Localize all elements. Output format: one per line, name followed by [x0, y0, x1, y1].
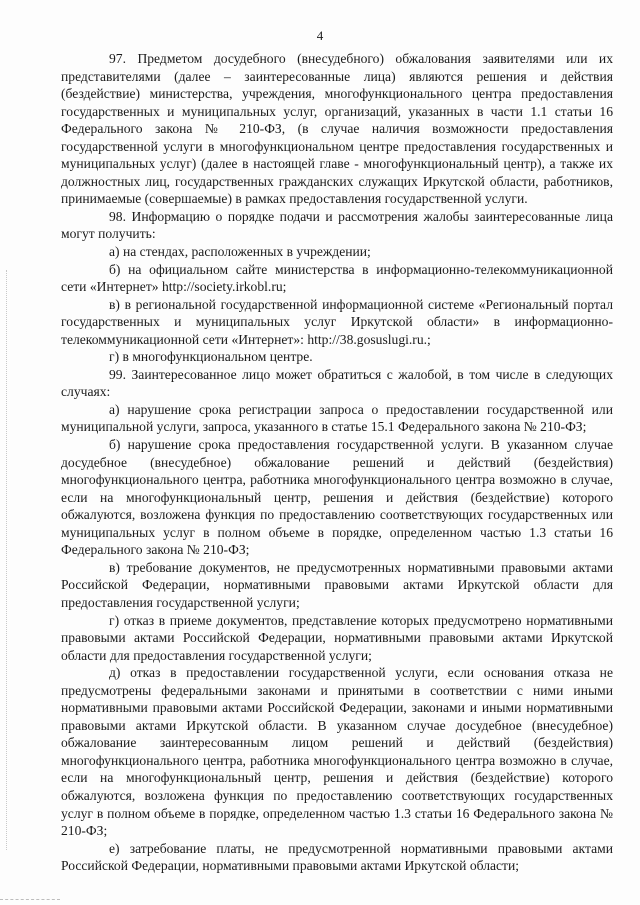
paragraph-99-d: д) отказ в предоставлении государственной услуги, если основания отказа не предусмотрены федеральными законами и принятыми в соответствии с ними иными нормативными правовыми актами Российской Федерации, законами и иными нормативными правовыми актами Иркутской области. В указанном случае досудебное (внесудебное) обжалование заинтересованным лицом решений и действий (бездействия) многофункционального центра, работника многофункционального центра возможно в случае, если на многофункциональный центр, решения и действия (бездействие) которого обжалуются, возложена функция по предоставлению соответствующих государственных услуг в полном объеме в порядке, определенном частью 1.3 статьи 16 Федерального закона № 210-ФЗ; [61, 665, 613, 839]
paragraph-98-a: а) на стендах, расположенных в учреждении; [109, 244, 371, 260]
page-number: 4 [316, 28, 324, 43]
paragraph-99-g: г) отказ в приеме документов, представление которых предусмотрено нормативными правовыми актами Российской Федерации, нормативными правовыми актами Иркутской области для предоставления государственной услуги; [61, 612, 613, 663]
binding-margin-dots [6, 270, 9, 850]
paragraph-98-v: в) в региональной государственной информационной системе «Региональный портал государственных и муниципальных услуг Иркутской области» в информационно-телекоммуникационной сети «Интернет»: http://38.gosuslugi.ru.; [61, 296, 613, 347]
paragraph-97: 97. Предметом досудебного (внесудебного) обжалования заявителями или их представителями (далее – заинтересованные лица) являются решения и действия (бездействие) министерства, учреждения, многофункционального центра предоставления государственных и муниципальных услуг, организаций, указанных в части 1.1 статьи 16 Федерального закона № 210-ФЗ, (в случае наличия возможности предоставления государственной услуги в многофункциональном центре предоставления государственных и муниципальных услуг) (далее в настоящей главе - многофункциональный центр), а также их должностных лиц, государственных гражданских служащих Иркутской области, работников, принимаемые (совершаемые) в рамках предоставления государственной услуги. [61, 51, 613, 207]
paragraph-98: 98. Информацию о порядке подачи и рассмотрения жалобы заинтересованные лица могут получить: [61, 208, 613, 242]
paragraph-98-b: б) на официальном сайте министерства в информационно-телекоммуникационной сети «Интернет» http://society.irkobl.ru; [61, 261, 613, 295]
paragraph-99-b: б) нарушение срока предоставления государственной услуги. В указанном случае досудебное (внесудебное) обжалование решений и действий (бездействия) многофункционального центра, работника многофункционального центра возможно в случае, если на многофункциональный центр, решения и действия (бездействие) которого обжалуются, возложена функция по предоставлению соответствующих государственных или муниципальных услуг в полном объеме в порядке, определенном частью 1.3 статьи 16 Федерального закона № 210-ФЗ; [61, 437, 613, 558]
paragraph-99-e: е) затребование платы, не предусмотренной нормативными правовыми актами Российской Федерации, нормативными правовыми актами Иркутской области; [61, 840, 613, 874]
paragraph-99-v: в) требование документов, не предусмотренных нормативными правовыми актами Российской Федерации, нормативными правовыми актами Иркутской области для предоставления государственной услуги; [61, 559, 613, 610]
paragraph-99-a: а) нарушение срока регистрации запроса о предоставлении государственной или муниципальной услуги, запроса, указанного в статье 15.1 Федерального закона № 210-ФЗ; [61, 401, 613, 435]
paragraph-99: 99. Заинтересованное лицо может обратиться с жалобой, в том числе в следующих случаях: [61, 366, 613, 400]
paragraph-98-g: г) в многофункциональном центре. [109, 349, 313, 365]
document-body [61, 50, 613, 875]
scan-edge-mark [0, 899, 60, 903]
